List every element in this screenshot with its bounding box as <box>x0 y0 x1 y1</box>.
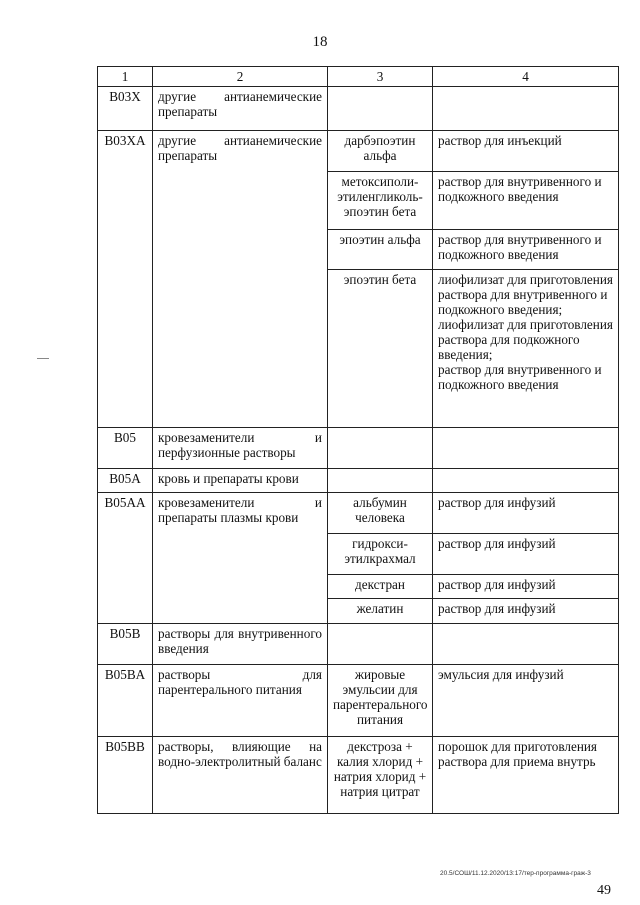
inn-cell: декстран <box>328 575 433 599</box>
atc-code-cell: B05 <box>98 428 153 469</box>
table-header-row <box>98 67 619 87</box>
dosage-form-line: эмульсия для инфузий <box>438 667 564 682</box>
group-name-cell: растворы для парентерального питания <box>153 665 328 737</box>
dosage-form-cell <box>433 599 619 624</box>
table-row <box>98 737 619 814</box>
table-row <box>98 665 619 737</box>
group-name-cell: кровь и препараты крови <box>153 469 328 493</box>
dosage-form-line: раствор для инфузий <box>438 601 556 616</box>
atc-code-cell: B05AA <box>98 493 153 624</box>
inn-cell: метоксиполи-этиленгликоль-эпоэтин бета <box>328 172 433 230</box>
dosage-form-line: лиофилизат для приготовления раствора для внутривенного и подкожного введения; <box>438 272 613 317</box>
inn-cell <box>328 624 433 665</box>
dosage-form-line: лиофилизат для приготовления раствора для подкожного введения; <box>438 317 613 362</box>
dosage-form-cell <box>433 534 619 575</box>
inn-cell: гидрокси-этилкрахмал <box>328 534 433 575</box>
footer-document-code: 20.5/СОШ/11.12.2020/13:17/тер-программа-граж-3 <box>440 870 591 877</box>
group-name-cell: другие антианемические препараты <box>153 131 328 428</box>
dosage-form-line: раствор для внутривенного и подкожного введения <box>438 362 602 392</box>
drug-table <box>97 66 619 814</box>
dosage-form-cell <box>433 737 619 814</box>
group-name-cell: кровезаменители и препараты плазмы крови <box>153 493 328 624</box>
dosage-form-cell <box>433 428 619 469</box>
group-name-cell: растворы для внутривенного введения <box>153 624 328 665</box>
dosage-form-cell <box>433 575 619 599</box>
inn-cell: декстроза + калия хлорид + натрия хлорид + натрия цитрат <box>328 737 433 814</box>
group-name-cell: растворы, влияющие на водно-электролитный баланс <box>153 737 328 814</box>
atc-code-cell: B03X <box>98 87 153 131</box>
dosage-form-line: раствор для инфузий <box>438 495 556 510</box>
header-cell-col3: 3 <box>328 67 433 87</box>
dosage-form-cell <box>433 665 619 737</box>
table-row <box>98 428 619 469</box>
page-number: 18 <box>312 34 328 50</box>
atc-code-cell: B05B <box>98 624 153 665</box>
table-row <box>98 131 619 172</box>
table-row <box>98 469 619 493</box>
table-row <box>98 624 619 665</box>
inn-cell: эпоэтин альфа <box>328 230 433 270</box>
header-cell-col2: 2 <box>153 67 328 87</box>
dosage-form-cell <box>433 493 619 534</box>
group-name-cell: другие антианемические препараты <box>153 87 328 131</box>
inn-cell: дарбэпоэтин альфа <box>328 131 433 172</box>
dosage-form-cell <box>433 172 619 230</box>
dosage-form-line: раствор для внутривенного и подкожного введения <box>438 174 602 204</box>
dosage-form-cell <box>433 270 619 428</box>
atc-code-cell: B05BB <box>98 737 153 814</box>
dosage-form-cell <box>433 131 619 172</box>
margin-mark <box>37 358 49 359</box>
dosage-form-line: порошок для приготовления раствора для приема внутрь <box>438 739 598 769</box>
group-name-cell: кровезаменители и перфузионные растворы <box>153 428 328 469</box>
footer-page-number: 49 <box>597 883 611 898</box>
inn-cell: жировые эмульсии для парентерального питания <box>328 665 433 737</box>
dosage-form-line: раствор для инфузий <box>438 536 556 551</box>
dosage-form-cell <box>433 469 619 493</box>
inn-cell <box>328 87 433 131</box>
dosage-form-line: раствор для инъекций <box>438 133 562 148</box>
table-row <box>98 87 619 131</box>
dosage-form-cell <box>433 624 619 665</box>
dosage-form-line: раствор для инфузий <box>438 577 556 592</box>
atc-code-cell: B03XA <box>98 131 153 428</box>
atc-code-cell: B05BA <box>98 665 153 737</box>
inn-cell: эпоэтин бета <box>328 270 433 428</box>
dosage-form-cell <box>433 230 619 270</box>
dosage-form-cell <box>433 87 619 131</box>
header-cell-col1: 1 <box>98 67 153 87</box>
dosage-form-line: раствор для внутривенного и подкожного введения <box>438 232 602 262</box>
inn-cell <box>328 469 433 493</box>
header-cell-col4: 4 <box>433 67 619 87</box>
atc-code-cell: B05A <box>98 469 153 493</box>
inn-cell: желатин <box>328 599 433 624</box>
table-row <box>98 493 619 534</box>
inn-cell <box>328 428 433 469</box>
inn-cell: альбумин человека <box>328 493 433 534</box>
